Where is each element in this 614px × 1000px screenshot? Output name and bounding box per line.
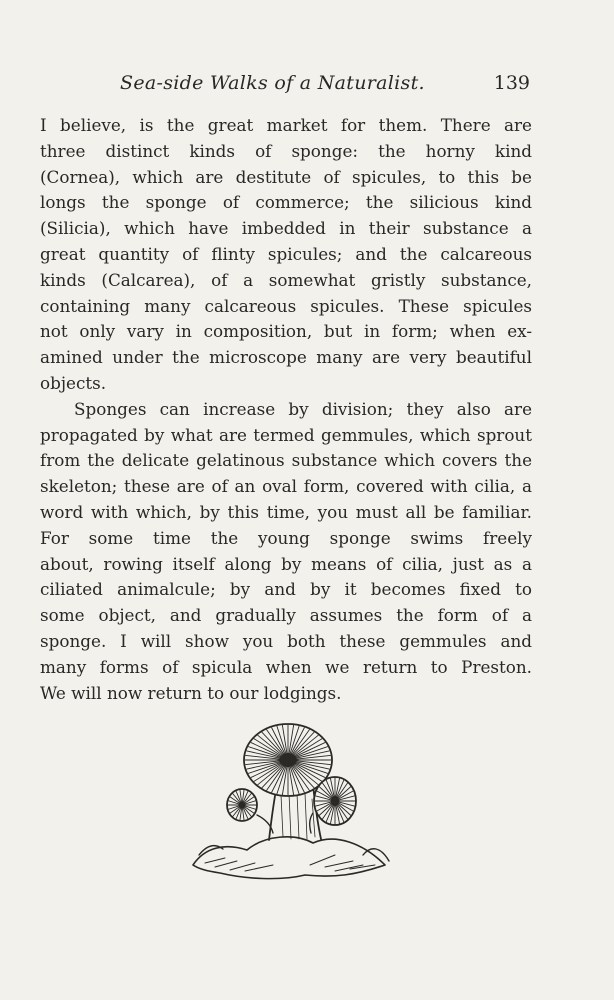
paragraph-2: [40, 397, 532, 707]
running-title: Sea-side Walks of a Naturalist.: [120, 72, 425, 94]
text-line: Sponges can increase by division; they also are: [74, 398, 532, 419]
text-line: ciliated animalcule; by and by it becomes fixed to: [40, 579, 532, 600]
text-line: (Cornea), which are destitute of spicules, to this be: [40, 166, 532, 187]
text-line: not only vary in composition, but in form; when ex-: [40, 321, 532, 342]
text-line: amined under the microscope many are very beautiful: [40, 347, 532, 368]
running-head: [70, 72, 530, 100]
text-line: propagated by what are termed gemmules, which sprout: [40, 424, 532, 445]
body-text: [40, 113, 532, 706]
text-line: great quantity of flinty spicules; and the calcareous: [40, 243, 532, 264]
text-line: (Silicia), which have imbedded in their substance a: [40, 218, 532, 239]
paragraph-1: [40, 113, 532, 397]
text-line: For some time the young sponge swims freely: [40, 527, 532, 548]
text-line: objects.: [40, 372, 107, 393]
text-line: about, rowing itself along by means of cilia, just as a: [40, 553, 532, 574]
text-line: from the delicate gelatinous substance which covers the: [40, 450, 532, 471]
text-line: skeleton; these are of an oval form, covered with cilia, a: [40, 476, 532, 497]
text-line: word with which, by this time, you must all be familiar.: [40, 501, 532, 522]
text-line: many forms of spicula when we return to Preston.: [40, 656, 532, 677]
page-number: 139: [493, 72, 530, 94]
text-line: kinds (Calcarea), of a somewhat gristly substance,: [40, 269, 532, 290]
text-line: We will now return to our lodgings.: [40, 682, 342, 703]
text-line: longs the sponge of commerce; the silicious kind: [40, 192, 532, 213]
text-line: I believe, is the great market for them. There are: [40, 115, 532, 135]
sponge-engraving-icon: [185, 715, 400, 900]
text-line: containing many calcareous spicules. These spicules: [40, 295, 532, 316]
text-line: sponge. I will show you both these gemmules and: [40, 630, 532, 651]
text-line: three distinct kinds of sponge: the horny kind: [40, 140, 532, 161]
text-line: some object, and gradually assumes the form of a: [40, 605, 532, 626]
